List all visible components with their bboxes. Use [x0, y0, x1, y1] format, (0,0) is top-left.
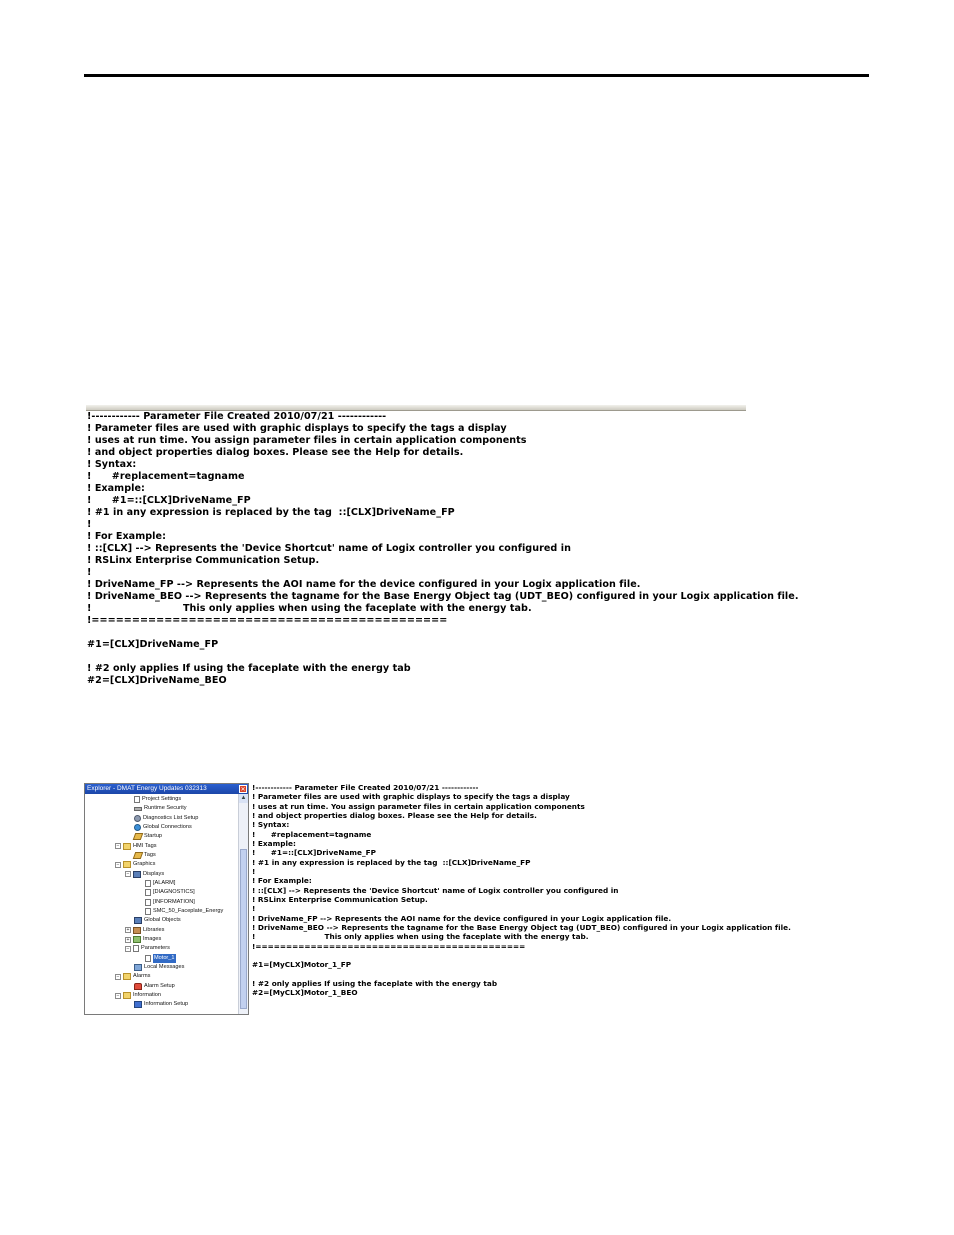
tree-item[interactable]: [134, 916, 181, 925]
code-line: ! Syntax:: [87, 459, 137, 470]
code-line: ! uses at run time. You assign parameter files in certain application components: [252, 801, 585, 811]
tree-item[interactable]: [115, 842, 157, 851]
tree-item-label: Information Setup: [144, 1001, 189, 1008]
gear-icon: [134, 815, 141, 822]
bell-icon: [134, 983, 142, 990]
code-line: ! and object properties dialog boxes. Please see the Help for details.: [252, 810, 537, 820]
code-line: ! DriveName_FP --> Represents the AOI name for the device configured in your Logix application file.: [252, 913, 672, 923]
code-line: ! RSLinx Enterprise Communication Setup.: [252, 894, 428, 904]
code-line: ! ::[CLX] --> Represents the 'Device Shortcut' name of Logix controller you configured in: [87, 543, 571, 554]
collapse-icon[interactable]: −: [116, 861, 120, 868]
collapse-icon[interactable]: −: [116, 992, 120, 999]
tree-item[interactable]: [145, 879, 175, 888]
tree-item[interactable]: [125, 870, 164, 879]
code-line: ! This only applies when using the faceplate with the energy tab.: [252, 932, 589, 942]
tree-item-label: [ALARM]: [153, 880, 176, 887]
code-line: !------------ Parameter File Created 2010/07/21 ------------: [252, 783, 479, 792]
tree-item[interactable]: [145, 898, 195, 907]
collapse-icon[interactable]: −: [126, 871, 130, 878]
tree-item[interactable]: [134, 982, 175, 991]
page-icon: [145, 908, 151, 915]
tree-item[interactable]: [125, 935, 161, 944]
tree-item-label: Alarm Setup: [144, 982, 175, 989]
img-icon: [133, 936, 141, 943]
page-icon: [145, 899, 151, 906]
code-line: ! and object properties dialog boxes. Please see the Help for details.: [87, 447, 464, 458]
screen-icon: [133, 871, 141, 878]
code-line: ! #1=::[CLX]DriveName_FP: [252, 848, 377, 858]
code-line: ! uses at run time. You assign parameter files in certain application components: [87, 435, 527, 446]
tree-item-label: Local Messages: [144, 964, 185, 971]
tree-item-label: Parameters: [141, 945, 170, 952]
code-line: [87, 627, 799, 639]
tree-item-label: Alarms: [133, 973, 151, 980]
globe-icon: [134, 824, 141, 831]
tree-item[interactable]: [145, 954, 176, 963]
scroll-thumb[interactable]: [240, 849, 247, 1009]
tree-item-label: HMI Tags: [133, 842, 157, 849]
page-icon: [133, 945, 139, 952]
page-icon: [134, 796, 140, 803]
code-line: ! ::[CLX] --> Represents the 'Device Shortcut' name of Logix controller you configured in: [252, 885, 619, 895]
tree-item[interactable]: [125, 944, 170, 953]
tree-item[interactable]: [145, 888, 195, 897]
code-line: [252, 951, 791, 960]
tag-icon: [133, 852, 144, 859]
tree-item[interactable]: [134, 804, 187, 813]
tree-item-label: Tags: [144, 852, 156, 859]
code-line: ! #1 in any expression is replaced by the tag ::[CLX]DriveName_FP: [87, 507, 455, 518]
explorer-scrollbar[interactable]: [238, 794, 248, 1015]
tree-item-label: [DIAGNOSTICS]: [153, 889, 195, 896]
tree-item-label: Global Connections: [143, 824, 192, 831]
explorer-screenshot: [84, 783, 791, 1015]
tree-item[interactable]: [134, 823, 192, 832]
code-line: ! #replacement=tagname: [87, 471, 245, 482]
tree-item-label: Motor_1: [154, 954, 175, 961]
code-line: ! RSLinx Enterprise Communication Setup.: [87, 555, 320, 566]
code-line: #2=[CLX]DriveName_BEO: [87, 675, 227, 686]
page-icon: [145, 880, 151, 887]
expand-icon[interactable]: +: [126, 927, 130, 934]
code-line: ! #2 only applies If using the faceplate with the energy tab: [252, 978, 498, 988]
code-line: ! Parameter files are used with graphic displays to specify the tags a display: [252, 792, 570, 802]
code-line: ! Example:: [87, 483, 145, 494]
code-line: ! This only applies when using the faceplate with the energy tab.: [87, 603, 532, 614]
expand-icon[interactable]: +: [126, 936, 130, 943]
tree-item[interactable]: [134, 963, 184, 972]
folder-icon: [123, 861, 131, 868]
folder-icon: [123, 973, 131, 980]
tree-item[interactable]: [115, 860, 155, 869]
tree-item-label: Project Settings: [142, 796, 182, 803]
code-line: !============================================: [87, 615, 448, 626]
tree-item-label: SMC_50_Faceplate_Energy: [153, 908, 224, 915]
code-line: [252, 970, 791, 979]
tree-item-label: Graphics: [133, 861, 156, 868]
code-line: !============================================: [252, 941, 526, 951]
explorer-title: Explorer - DMAT Energy Updates 032313: [87, 785, 207, 792]
code-line: !: [87, 519, 92, 530]
lib-icon: [133, 927, 141, 934]
code-line: #1=[MyCLX]Motor_1_FP: [252, 960, 352, 970]
tree-item-label: Information: [133, 992, 161, 999]
code-line: ! Example:: [252, 838, 296, 848]
tree-item[interactable]: [134, 851, 156, 860]
msg-icon: [134, 964, 142, 971]
code-line: ! For Example:: [252, 876, 312, 886]
code-line: ! Syntax:: [252, 820, 290, 830]
tree-item[interactable]: [134, 832, 162, 841]
code-line: !------------ Parameter File Created 2010/07/21 ------------: [87, 411, 387, 422]
key-icon: [134, 807, 142, 811]
explorer-panel[interactable]: [84, 783, 249, 1015]
tree-item[interactable]: [134, 814, 198, 823]
tree-item-label: Images: [143, 936, 162, 943]
tree-item-label: Runtime Security: [144, 805, 187, 812]
code-line: ! #replacement=tagname: [252, 829, 372, 839]
tree-item-label: Diagnostics List Setup: [143, 814, 199, 821]
close-icon[interactable]: ✕: [240, 787, 246, 793]
explorer-titlebar: [85, 784, 248, 794]
scroll-up-icon[interactable]: ▲: [240, 795, 247, 801]
motor-parameter-file-text[interactable]: [252, 783, 791, 998]
info-icon: [134, 1001, 142, 1008]
page-icon: [145, 889, 151, 896]
code-line: ! DriveName_BEO --> Represents the tagname for the Base Energy Object tag (UDT_BEO) configured in your Logix application file.: [252, 922, 791, 932]
code-line: !: [252, 866, 256, 876]
code-line: ! DriveName_BEO --> Represents the tagname for the Base Energy Object tag (UDT_BEO) configured in your Logix application file.: [87, 591, 799, 602]
code-line: ! For Example:: [87, 531, 166, 542]
code-line: !: [252, 904, 256, 914]
code-line: ! #1=::[CLX]DriveName_FP: [87, 495, 251, 506]
tree-item[interactable]: [134, 795, 181, 804]
code-line: #1=[CLX]DriveName_FP: [87, 639, 219, 650]
folder-icon: [123, 992, 131, 999]
header-rule: [84, 74, 869, 77]
code-line: ! #1 in any expression is replaced by the tag ::[CLX]DriveName_FP: [252, 857, 531, 867]
code-line: ! #2 only applies If using the faceplate with the energy tab: [87, 663, 411, 674]
parameter-file-text[interactable]: [87, 411, 799, 687]
code-line: !: [87, 567, 92, 578]
code-line: ! Parameter files are used with graphic displays to specify the tags a display: [87, 423, 507, 434]
folder-icon: [123, 843, 131, 850]
code-line: [87, 651, 799, 663]
tree-item-label: Global Objects: [144, 917, 181, 924]
tree-item-label: Startup: [144, 833, 163, 840]
collapse-icon[interactable]: −: [126, 945, 130, 952]
tree-item-label: Libraries: [143, 926, 165, 933]
tree-item[interactable]: [145, 907, 223, 916]
code-line: ! DriveName_FP --> Represents the AOI name for the device configured in your Logix application file.: [87, 579, 641, 590]
tree-item[interactable]: [134, 1000, 188, 1009]
tree-item[interactable]: [115, 972, 150, 981]
tree-item[interactable]: [125, 926, 164, 935]
tree-item[interactable]: [115, 991, 161, 1000]
tree-item-label: [INFORMATION]: [153, 898, 195, 905]
code-line: #2=[MyCLX]Motor_1_BEO: [252, 988, 358, 998]
screen-icon: [134, 917, 142, 924]
tag-icon: [133, 833, 144, 840]
parameter-file-editor[interactable]: [86, 405, 799, 690]
collapse-icon[interactable]: −: [116, 973, 120, 980]
tree-item-label: Displays: [143, 870, 165, 877]
page-icon: [145, 955, 151, 962]
collapse-icon[interactable]: −: [116, 843, 120, 850]
